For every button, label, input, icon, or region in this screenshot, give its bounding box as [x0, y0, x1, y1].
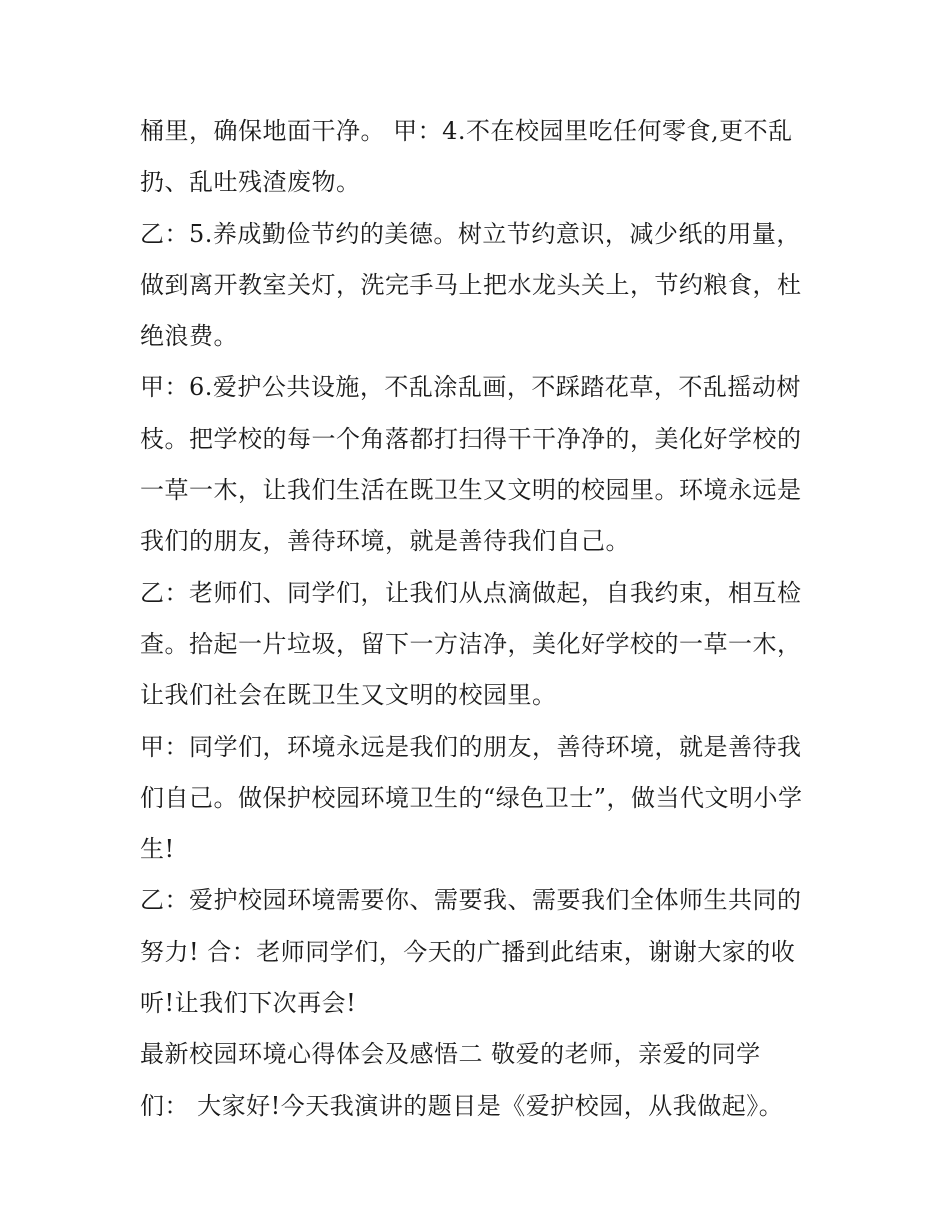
- text-line: 生!: [140, 835, 175, 864]
- text-line: 甲：同学们，环境永远是我们的朋友，善待环境，就是善待我: [140, 732, 802, 761]
- text-line: 做到离开教室关灯，洗完手马上把水龙头关上，节约粮食，杜: [140, 270, 802, 299]
- document-body: [140, 106, 830, 1132]
- text-line: 乙：爱护校园环境需要你、需要我、需要我们全体师生共同的: [140, 886, 802, 915]
- text-line: 们自己。做保护校园环境卫生的“绿色卫士”，做当代文明小学: [140, 783, 803, 812]
- text-line: 查。拾起一片垃圾，留下一方洁净，美化好学校的一草一木，: [140, 629, 802, 658]
- text-line: 桶里，确保地面干净。 甲：4.不在校园里吃任何零食,更不乱: [140, 117, 793, 145]
- text-line: 最新校园环境心得体会及感悟二 敬爱的老师，亲爱的同学: [140, 1040, 761, 1069]
- text-line: 扔、乱吐残渣废物。: [140, 168, 361, 197]
- text-line: 甲：6.爱护公共设施，不乱涂乱画，不踩踏花草，不乱摇动树: [140, 373, 801, 402]
- text-line: 听!让我们下次再会!: [140, 989, 357, 1018]
- text-line: 一草一木，让我们生活在既卫生又文明的校园里。环境永远是: [140, 476, 802, 505]
- text-line: 乙：老师们、同学们，让我们从点滴做起，自我约束，相互检: [140, 578, 802, 607]
- text-line: 努力! 合：老师同学们，今天的广播到此结束，谢谢大家的收: [140, 937, 796, 966]
- text-line: 我们的朋友，善待环境，就是善待我们自己。: [140, 527, 630, 556]
- text-line: 枝。把学校的每一个角落都打扫得干干净净的，美化好学校的: [140, 424, 802, 453]
- text-line: 们： 大家好!今天我演讲的题目是《爱护校园，从我做起》。: [140, 1091, 784, 1120]
- text-line: 让我们社会在既卫生又文明的校园里。: [140, 681, 557, 710]
- text-line: 乙：5.养成勤俭节约的美德。树立节约意识，减少纸的用量，: [140, 219, 801, 248]
- text-line: 绝浪费。: [140, 322, 238, 351]
